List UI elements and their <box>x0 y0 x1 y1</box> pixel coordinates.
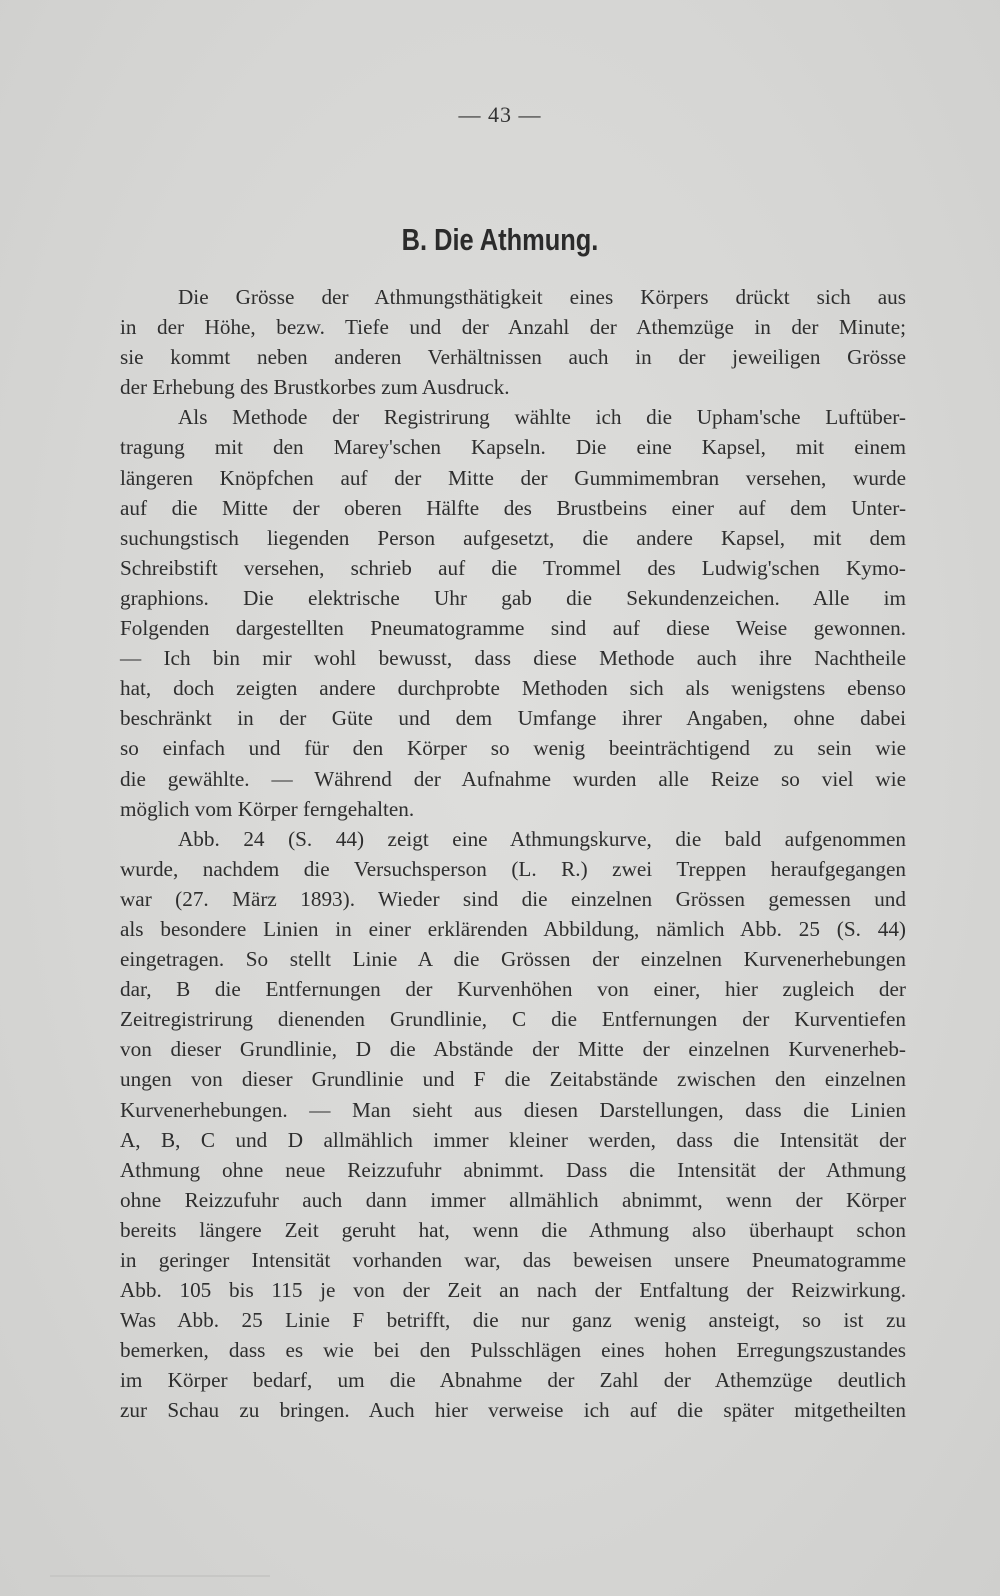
text-line: A, B, C und D allmählich immer kleiner werden, dass die Intensität der <box>120 1127 906 1152</box>
text-line: Als Methode der Registrirung wählte ich die Upham'sche Luftüber- <box>178 405 906 430</box>
text-line: in geringer Intensität vorhanden war, das beweisen unsere Pneumatogramme <box>120 1248 906 1272</box>
text-line: Schreibstift versehen, schrieb auf die Trommel des Ludwig'schen Kymo- <box>120 555 906 580</box>
text-line: tragung mit den Marey'schen Kapseln. Die eine Kapsel, mit einem <box>120 435 906 460</box>
text-line: von dieser Grundlinie, D die Abstände der Mitte der einzelnen Kurvenerheb- <box>120 1037 906 1062</box>
text-line: sie kommt neben anderen Verhältnissen auch in der jeweiligen Grösse <box>120 345 906 370</box>
text-line: hat, doch zeigten andere durchprobte Methoden sich als wenigstens ebenso <box>120 676 906 701</box>
page-edge-mark <box>50 1575 270 1577</box>
text-line: dar, B die Entfernungen der Kurvenhöhen von einer, hier zugleich der <box>120 977 906 1002</box>
text-line: Zeitregistrirung dienenden Grundlinie, C die Entfernungen der Kurventiefen <box>120 1007 906 1032</box>
text-line: ohne Reizzufuhr auch dann immer allmählich abnimmt, wenn der Körper <box>120 1187 906 1212</box>
text-line: — Ich bin mir wohl bewusst, dass diese Methode auch ihre Nachtheile <box>120 646 906 671</box>
text-line: so einfach und für den Körper so wenig beeinträchtigend zu sein wie <box>120 736 906 761</box>
text-line: die gewählte. — Während der Aufnahme wurden alle Reize so viel wie <box>120 766 906 791</box>
text-line: Athmung ohne neue Reizzufuhr abnimmt. Dass die Intensität der Athmung <box>120 1157 906 1182</box>
text-line: Abb. 105 bis 115 je von der Zeit an nach der Entfaltung der Reizwirkung. <box>120 1278 906 1303</box>
text-line: zur Schau zu bringen. Auch hier verweise ich auf die später mitgetheilten <box>120 1398 906 1423</box>
text-line: Folgenden dargestellten Pneumatogramme sind auf diese Weise gewonnen. <box>120 616 906 641</box>
text-line: in der Höhe, bezw. Tiefe und der Anzahl der Athemzüge in der Minute; <box>120 315 906 340</box>
text-line: suchungstisch liegenden Person aufgesetzt, die andere Kapsel, mit dem <box>120 525 906 550</box>
text-line: möglich vom Körper ferngehalten. <box>120 796 415 821</box>
section-heading: B. Die Athmung. <box>401 222 599 257</box>
text-line: wurde, nachdem die Versuchsperson (L. R.) zwei Treppen heraufgegangen <box>120 856 906 881</box>
text-line: auf die Mitte der oberen Hälfte des Brustbeins einer auf dem Unter- <box>120 495 906 520</box>
text-line: bereits längere Zeit geruht hat, wenn die Athmung also überhaupt schon <box>120 1217 906 1242</box>
text-line: Kurvenerhebungen. — Man sieht aus diesen Darstellungen, dass die Linien <box>120 1097 906 1122</box>
text-line: längeren Knöpfchen auf der Mitte der Gummimembran versehen, wurde <box>120 465 906 490</box>
text-line: eingetragen. So stellt Linie A die Grössen der einzelnen Kurvenerhebungen <box>120 947 906 972</box>
text-line: als besondere Linien in einer erklärenden Abbildung, nämlich Abb. 25 (S. 44) <box>120 916 906 941</box>
text-line: ungen von dieser Grundlinie und F die Zeitabstände zwischen den einzelnen <box>120 1067 906 1092</box>
text-line: war (27. März 1893). Wieder sind die einzelnen Grössen gemessen und <box>120 886 906 911</box>
text-line: im Körper bedarf, um die Abnahme der Zahl der Athemzüge deutlich <box>120 1368 906 1393</box>
text-line: Was Abb. 25 Linie F betrifft, die nur ganz wenig ansteigt, so ist zu <box>120 1308 906 1333</box>
body-text <box>120 282 906 1426</box>
text-line: beschränkt in der Güte und dem Umfange ihrer Angaben, ohne dabei <box>120 706 906 731</box>
text-line: bemerken, dass es wie bei den Pulsschlägen eines hohen Erregungszustandes <box>120 1338 906 1363</box>
text-line: graphions. Die elektrische Uhr gab die Sekundenzeichen. Alle im <box>120 585 906 610</box>
text-line: Die Grösse der Athmungsthätigkeit eines Körpers drückt sich aus <box>178 285 906 309</box>
text-line: Abb. 24 (S. 44) zeigt eine Athmungskurve, die bald aufgenommen <box>178 826 906 851</box>
page-number: — 43 — <box>458 102 542 127</box>
text-line: der Erhebung des Brustkorbes zum Ausdruck. <box>120 375 510 400</box>
